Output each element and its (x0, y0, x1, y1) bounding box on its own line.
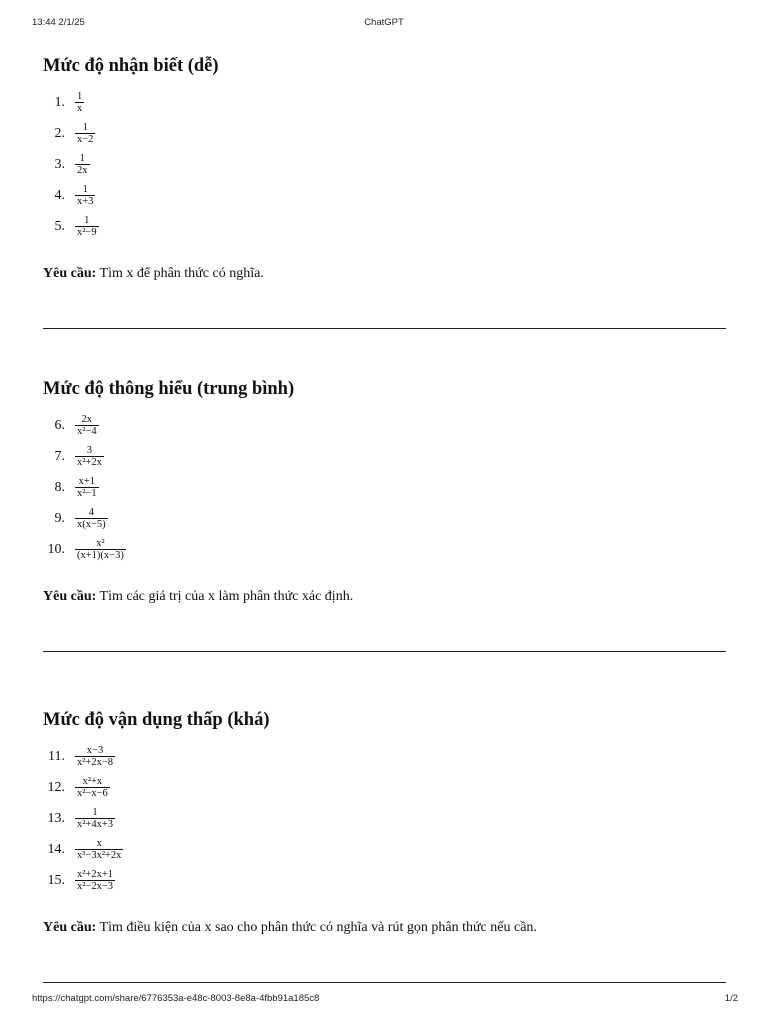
denominator: x²−4 (77, 426, 97, 437)
item-number: 2. (54, 125, 65, 141)
fraction (75, 215, 99, 238)
numerator: 1 (84, 215, 90, 226)
section-van-dung-thap (43, 708, 726, 983)
section-title: Mức độ nhận biết (dễ) (43, 56, 219, 76)
requirement-label: Yêu cầu: (43, 920, 97, 935)
item-number: 4. (54, 187, 65, 203)
numerator: x²+x (82, 776, 103, 787)
denominator: x²−x−6 (77, 788, 108, 799)
list-item (43, 803, 726, 834)
section-nhan-biet (43, 54, 726, 329)
numerator: x²+2x+1 (77, 869, 113, 880)
fraction (75, 184, 95, 207)
fraction (75, 807, 115, 830)
item-number: 14. (47, 841, 65, 857)
list-item (43, 87, 726, 118)
fraction-list (43, 87, 726, 242)
section-title: Mức độ thông hiểu (trung bình) (43, 379, 295, 399)
item-number: 6. (54, 417, 65, 433)
share-url[interactable]: https://chatgpt.com/share/6776353a-e48c-8003-8e8a-4fbb91a185c8 (32, 993, 320, 1004)
denominator: x²−2x−3 (77, 881, 113, 892)
denominator: x²+2x−8 (77, 757, 113, 768)
numerator: x+1 (78, 476, 95, 487)
numerator: 4 (88, 507, 94, 518)
fraction (75, 745, 115, 768)
numerator: x (96, 838, 102, 849)
list-item (43, 865, 726, 896)
list-item (43, 410, 726, 441)
item-number: 13. (47, 810, 65, 826)
list-item (43, 118, 726, 149)
denominator: x−2 (77, 134, 94, 145)
fraction (75, 538, 126, 561)
denominator: x+3 (77, 196, 94, 207)
list-item (43, 741, 726, 772)
numerator: 3 (86, 445, 93, 456)
fraction (75, 414, 99, 437)
requirement-label: Yêu cầu: (43, 589, 97, 604)
numerator: 1 (77, 91, 83, 102)
item-number: 3. (54, 156, 65, 172)
item-number: 7. (54, 448, 65, 464)
divider (43, 328, 726, 329)
numerator: 1 (82, 122, 88, 133)
item-number: 10. (47, 541, 65, 557)
denominator: x²+4x+3 (77, 819, 113, 830)
denominator: x²−9 (77, 227, 97, 238)
denominator: x (77, 103, 83, 114)
denominator: 2x (77, 165, 88, 176)
item-number: 9. (54, 510, 65, 526)
print-datetime: 13:44 2/1/25 (32, 17, 85, 28)
list-item (43, 534, 726, 565)
requirement (43, 919, 726, 937)
fraction (75, 838, 123, 861)
item-number: 1. (54, 94, 65, 110)
page-number: 1/2 (724, 993, 738, 1004)
print-footer (0, 993, 768, 1007)
list-item (43, 180, 726, 211)
item-number: 5. (54, 218, 65, 234)
denominator: x(x−5) (77, 519, 106, 530)
requirement (43, 588, 726, 606)
item-number: 8. (54, 479, 65, 495)
divider (43, 982, 726, 983)
fraction (75, 122, 95, 145)
list-item (43, 441, 726, 472)
list-item (43, 503, 726, 534)
fraction (75, 869, 115, 892)
numerator: 1 (82, 184, 88, 195)
numerator: x−3 (86, 745, 104, 756)
fraction (75, 153, 90, 176)
print-header (0, 17, 768, 31)
fraction-list (43, 741, 726, 896)
denominator: x²−1 (77, 488, 97, 499)
denominator: x²+2x (77, 457, 102, 468)
fraction (75, 476, 99, 499)
requirement-text: Tìm các giá trị của x làm phân thức xác định. (96, 589, 354, 604)
requirement-text: Tìm điều kiện của x sao cho phân thức có nghĩa và rút gọn phân thức nếu cần. (96, 920, 537, 935)
fraction (75, 445, 104, 468)
numerator: 1 (79, 153, 85, 164)
requirement (43, 265, 726, 283)
fraction-list (43, 410, 726, 565)
list-item (43, 834, 726, 865)
item-number: 12. (47, 779, 65, 795)
fraction (75, 91, 84, 114)
item-number: 11. (48, 748, 65, 764)
numerator: 2x (81, 414, 93, 425)
requirement-label: Yêu cầu: (43, 266, 97, 281)
requirement-text: Tìm x để phân thức có nghĩa. (96, 266, 264, 281)
denominator: (x+1)(x−3) (77, 550, 124, 561)
fraction (75, 776, 110, 799)
section-title: Mức độ vận dụng thấp (khá) (43, 710, 270, 730)
divider (43, 651, 726, 652)
item-number: 15. (47, 872, 65, 888)
section-thong-hieu (43, 377, 726, 652)
list-item (43, 211, 726, 242)
numerator: x² (96, 538, 105, 549)
fraction (75, 507, 108, 530)
denominator: x³−3x²+2x (77, 850, 122, 861)
list-item (43, 472, 726, 503)
list-item (43, 772, 726, 803)
print-title: ChatGPT (364, 17, 404, 28)
numerator: 1 (92, 807, 98, 818)
list-item (43, 149, 726, 180)
